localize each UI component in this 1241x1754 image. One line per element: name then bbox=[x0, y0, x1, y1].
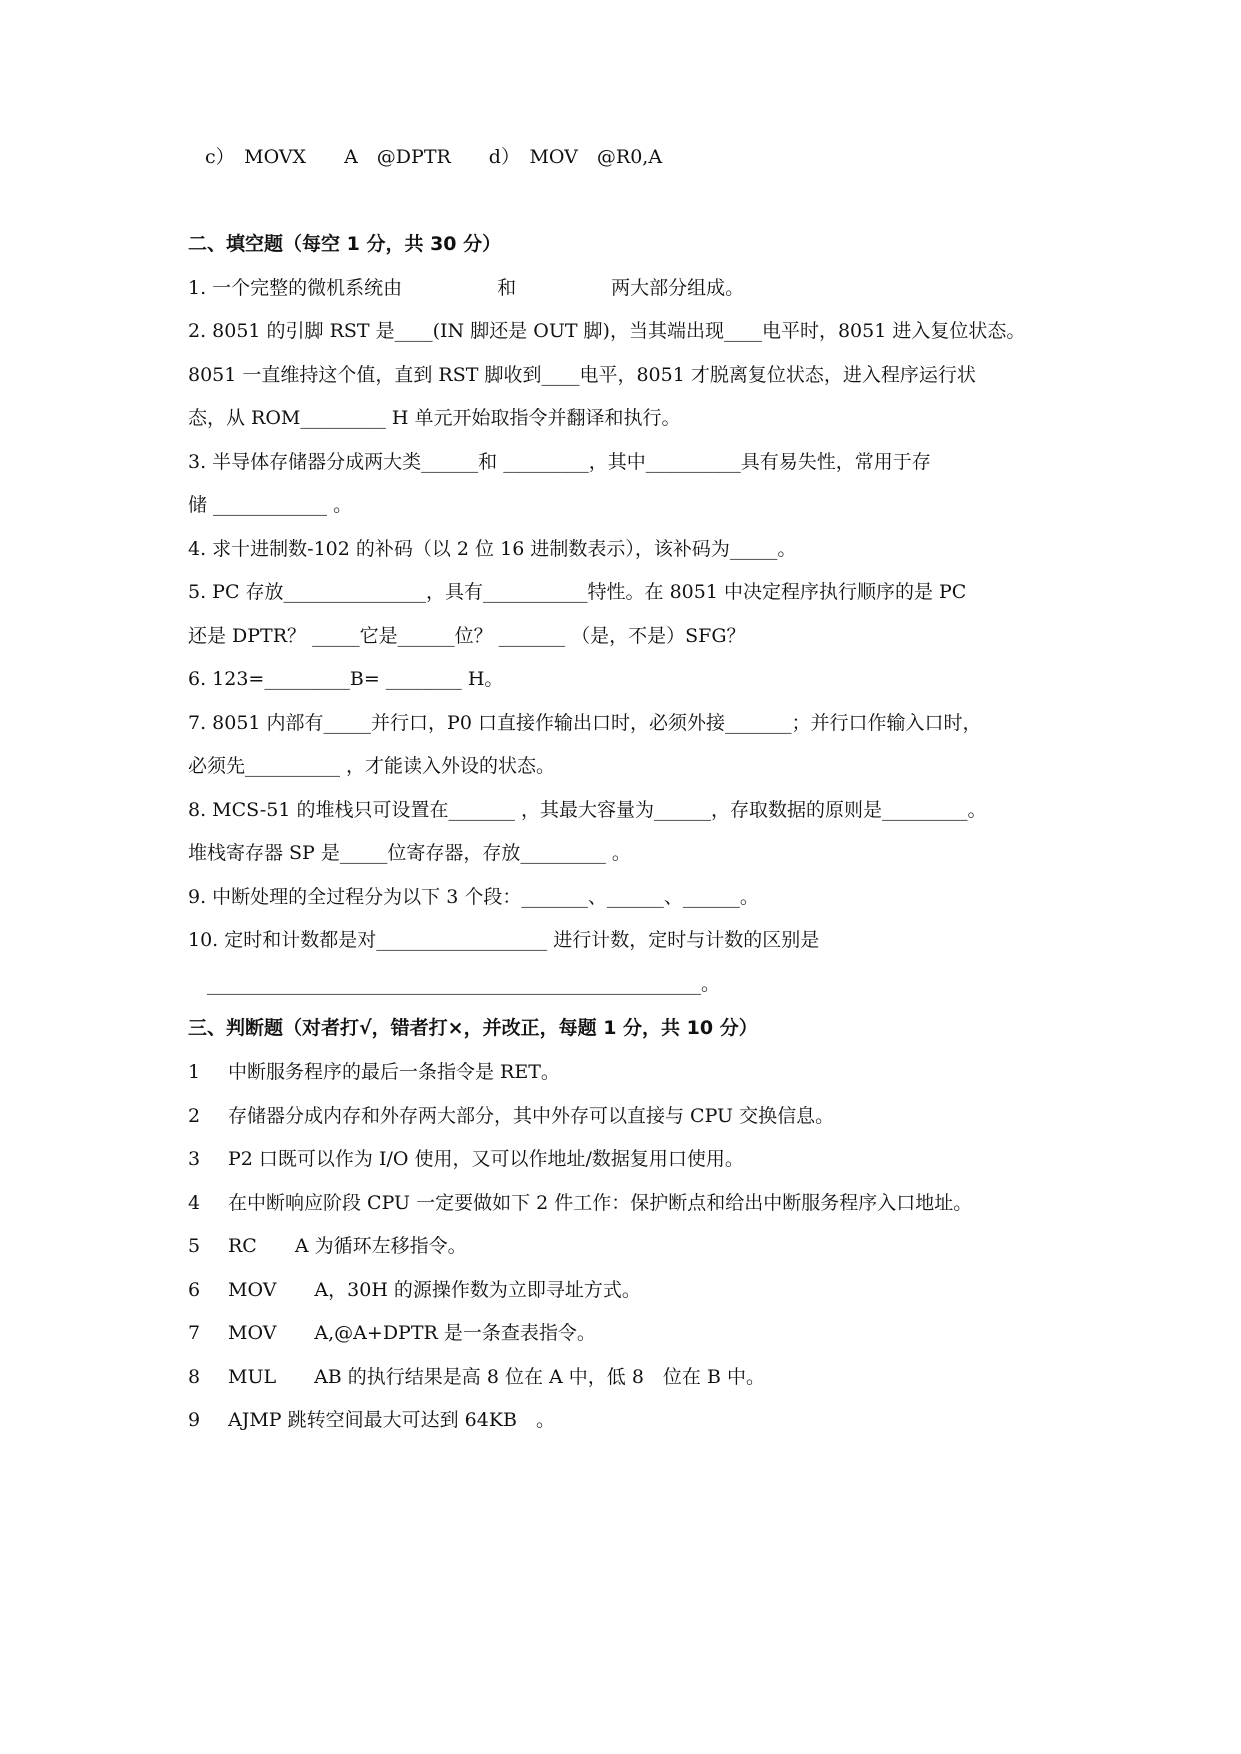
judge-item-number: 2 bbox=[188, 1105, 201, 1127]
judge-item-number: 5 bbox=[188, 1235, 201, 1257]
judge-item-number: 7 bbox=[188, 1322, 201, 1344]
judge-item-text: 在中断响应阶段 CPU 一定要做如下 2 件工作：保护断点和给出中断服务程序入口地址。 bbox=[228, 1192, 973, 1214]
judge-item-text: AJMP 跳转空间最大可达到 64KB 。 bbox=[228, 1409, 555, 1431]
judge-item-text: MOV A,@A+DPTR 是一条查表指令。 bbox=[228, 1322, 596, 1344]
judge-item-4 bbox=[188, 1190, 972, 1216]
judge-item-number: 1 bbox=[188, 1061, 201, 1083]
judge-item-text: MUL AB 的执行结果是高 8 位在 A 中，低 8 位在 B 中。 bbox=[228, 1366, 765, 1388]
section-3-heading: 三、判断题（对者打√，错者打×，并改正，每题 1 分，共 10 分） bbox=[188, 1017, 758, 1039]
judge-item-6 bbox=[188, 1277, 641, 1303]
fill-line-6: 储 ____________ 。 bbox=[188, 494, 353, 516]
judge-item-number: 9 bbox=[188, 1409, 201, 1431]
section-2-heading: 二、填空题（每空 1 分，共 30 分） bbox=[188, 233, 502, 255]
judge-item-7 bbox=[188, 1320, 596, 1346]
judge-item-text: RC A 为循环左移指令。 bbox=[228, 1235, 467, 1257]
fill-line-10: 6. 123=_________B= ________ H。 bbox=[188, 668, 504, 690]
fill-line-12: 必须先__________ ，才能读入外设的状态。 bbox=[188, 755, 556, 777]
judge-item-text: 存储器分成内存和外存两大部分，其中外存可以直接与 CPU 交换信息。 bbox=[228, 1105, 835, 1127]
fill-line-1: 1. 一个完整的微机系统由 和 两大部分组成。 bbox=[188, 277, 745, 299]
judge-item-text: P2 口既可以作为 I/O 使用，又可以作地址/数据复用口使用。 bbox=[228, 1148, 744, 1170]
fill-line-7: 4. 求十进制数-102 的补码（以 2 位 16 进制数表示），该补码为_____。 bbox=[188, 538, 797, 560]
judge-item-5 bbox=[188, 1233, 467, 1259]
fill-line-3: 8051 一直维持这个值，直到 RST 脚收到____电平，8051 才脱离复位状态，进入程序运行状 bbox=[188, 364, 976, 386]
option-line-c-d: c） MOVX A @DPTR d） MOV @R0,A bbox=[205, 146, 663, 168]
judge-item-1 bbox=[188, 1059, 560, 1085]
fill-line-16: 10. 定时和计数都是对__________________ 进行计数，定时与计数的区别是 bbox=[188, 929, 820, 951]
judge-item-9 bbox=[188, 1407, 555, 1433]
judge-item-number: 3 bbox=[188, 1148, 201, 1170]
judge-item-8 bbox=[188, 1364, 765, 1390]
judge-item-number: 8 bbox=[188, 1366, 201, 1388]
fill-line-13: 8. MCS-51 的堆栈只可设置在_______ ，其最大容量为______，存取数据的原则是_________。 bbox=[188, 799, 987, 821]
fill-line-5: 3. 半导体存储器分成两大类______和 _________，其中__________具有易失性，常用于存 bbox=[188, 451, 931, 473]
fill-line-11: 7. 8051 内部有_____并行口，P0 口直接作输出口时，必须外接_______；并行口作输入口时， bbox=[188, 712, 982, 734]
fill-line-17: ____________________________________________________。 bbox=[188, 973, 721, 995]
fill-line-8: 5. PC 存放_______________，具有___________特性。在 8051 中决定程序执行顺序的是 PC bbox=[188, 581, 967, 603]
judge-item-text: 中断服务程序的最后一条指令是 RET。 bbox=[228, 1061, 560, 1083]
fill-line-9: 还是 DPTR？ _____它是______位？ _______ （是，不是）SFG？ bbox=[188, 625, 746, 647]
fill-line-4: 态，从 ROM_________ H 单元开始取指令并翻译和执行。 bbox=[188, 407, 681, 429]
judge-item-2 bbox=[188, 1103, 834, 1129]
fill-line-14: 堆栈寄存器 SP 是_____位寄存器，存放_________ 。 bbox=[188, 842, 631, 864]
judge-item-number: 6 bbox=[188, 1279, 201, 1301]
judge-item-text: MOV A，30H 的源操作数为立即寻址方式。 bbox=[228, 1279, 641, 1301]
judge-item-3 bbox=[188, 1146, 744, 1172]
judge-item-number: 4 bbox=[188, 1192, 201, 1214]
fill-line-15: 9. 中断处理的全过程分为以下 3 个段：_______、______、______。 bbox=[188, 886, 759, 908]
fill-line-2: 2. 8051 的引脚 RST 是____(IN 脚还是 OUT 脚)，当其端出现____电平时，8051 进入复位状态。 bbox=[188, 320, 1026, 342]
